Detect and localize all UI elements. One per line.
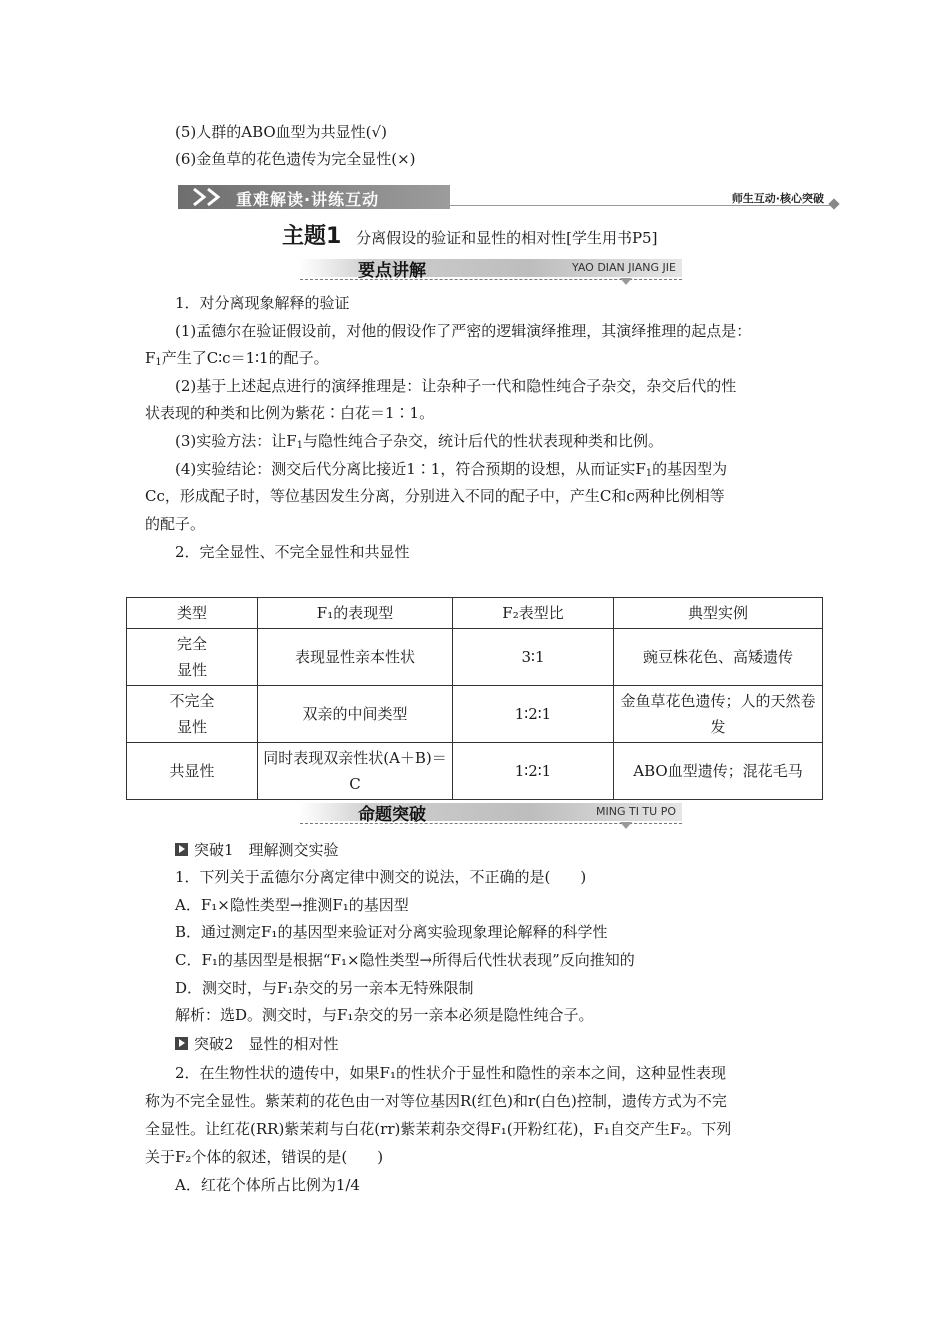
table-cell: ABO血型遗传；混花毛马 [614,743,823,800]
table-header-cell: 类型 [127,598,258,629]
table-row [127,743,823,800]
text: (4)实验结论：测交后代分离比接近1∶1，符合预期的设想，从而证实F [175,460,646,478]
list-item-6: (6)金鱼草的花色遗传为完全显性(×) [175,150,416,168]
topic-heading [282,219,657,250]
table-cell: 1∶2∶1 [453,743,614,800]
question-2-line: 2．在生物性状的遗传中，如果F₁的性状介于显性和隐性的亲本之间，这种显性表现 [175,1064,726,1082]
text: 的基因型为 [652,460,728,478]
table-cell: 金鱼草花色遗传；人的天然卷发 [614,686,823,743]
play-icon [175,1037,188,1050]
banner-right-label: 师生互动·核心突破 [731,192,824,205]
section-header-practice [300,800,682,824]
text: (3)实验方法：让F [175,432,297,450]
table-cell: 3∶1 [453,629,614,686]
table-cell: 同时表现双亲性状(A＋B)＝C [258,743,453,800]
diamond-icon [828,198,839,209]
text: 产生了C∶c＝1∶1的配子。 [161,349,329,367]
option-b: B．通过测定F₁的基因型来验证对分离实验现象理论解释的科学性 [175,923,608,941]
option-d: D．测交时，与F₁杂交的另一亲本无特殊限制 [175,979,474,997]
table-cell: 共显性 [127,743,258,800]
option-a: A．F₁×隐性类型→推测F₁的基因型 [175,896,409,914]
subscript: 1 [155,357,162,368]
table-header-row [127,598,823,629]
triangle-down-icon [620,822,632,829]
section-banner [178,185,838,211]
question-2-line: 关于F₂个体的叙述，错误的是( ) [145,1148,384,1166]
section-title: 要点讲解 [358,261,426,281]
text: 与隐性纯合子杂交，统计后代的性状表现种类和比例。 [303,432,664,450]
subscript: 1 [296,440,304,451]
table-row [127,686,823,743]
paragraph-line: 的配子。 [145,515,206,533]
breakthrough-label: 突破2 显性的相对性 [194,1035,339,1053]
paragraph-line: Cc，形成配子时，等位基因发生分离，分别进入不同的配子中，产生C和c两种比例相等 [145,487,725,505]
paragraph-line: 状表现的种类和比例为紫花∶白花＝1∶1。 [145,404,435,422]
point-heading-2: 2．完全显性、不完全显性和共显性 [175,543,410,561]
play-icon [175,843,188,856]
table-cell: 豌豆株花色、高矮遗传 [614,629,823,686]
paragraph-line: (2)基于上述起点进行的演绎推理是：让杂种子一代和隐性纯合子杂交，杂交后代的性 [175,377,737,395]
section-title: 命题突破 [358,805,426,825]
topic-label: 主题1 [282,224,342,249]
option-c: C．F₁的基因型是根据“F₁×隐性类型→所得后代性状表现”反向推知的 [175,951,635,969]
table-header-cell: F₂表型比 [453,598,614,629]
table-cell: 完全 显性 [127,629,258,686]
table-cell: 表现显性亲本性状 [258,629,453,686]
banner-title: 重难解读·讲练互动 [236,190,380,209]
dominance-table [126,597,823,800]
text: F [145,349,156,367]
breakthrough-label: 突破1 理解测交实验 [194,841,339,859]
breakthrough-2-heading [175,1031,845,1057]
table-header-cell: 典型实例 [614,598,823,629]
table-cell: 1∶2∶1 [453,686,614,743]
table-header-cell: F₁的表现型 [258,598,453,629]
topic-text: 分离假设的验证和显性的相对性[学生用书P5] [356,229,658,247]
paragraph-line: (1)孟德尔在验证假设前，对他的假设作了严密的逻辑演绎推理，其演绎推理的起点是： [175,322,752,340]
table-cell: 双亲的中间类型 [258,686,453,743]
section-subtitle: MING TI TU PO [595,805,676,818]
section-header-key-points [300,256,682,280]
question-2-line: 全显性。让红花(RR)紫茉莉与白花(rr)紫茉莉杂交得F₁(开粉红花)，F₁自交产生F₂。下列 [145,1120,732,1138]
double-chevron-icon [190,187,230,207]
list-item-5: (5)人群的ABO血型为共显性(√) [175,123,387,141]
breakthrough-1-heading [175,837,845,863]
section-subtitle: YAO DIAN JIANG JIE [571,261,676,274]
option-a: A．红花个体所占比例为1/4 [175,1176,360,1194]
point-heading-1: 1．对分离现象解释的验证 [175,294,350,312]
analysis: 解析：选D。测交时，与F₁杂交的另一亲本必须是隐性纯合子。 [175,1006,594,1024]
subscript: 1 [645,468,653,479]
triangle-down-icon [620,278,632,285]
paragraph-line [175,428,845,459]
question-2-line: 称为不完全显性。紫茉莉的花色由一对等位基因R(红色)和r(白色)控制，遗传方式为不完 [145,1092,727,1110]
table-cell: 不完全 显性 [127,686,258,743]
question-1: 1．下列关于孟德尔分离定律中测交的说法，不正确的是( ) [175,868,587,886]
table-row [127,629,823,686]
paragraph-line [145,345,815,376]
